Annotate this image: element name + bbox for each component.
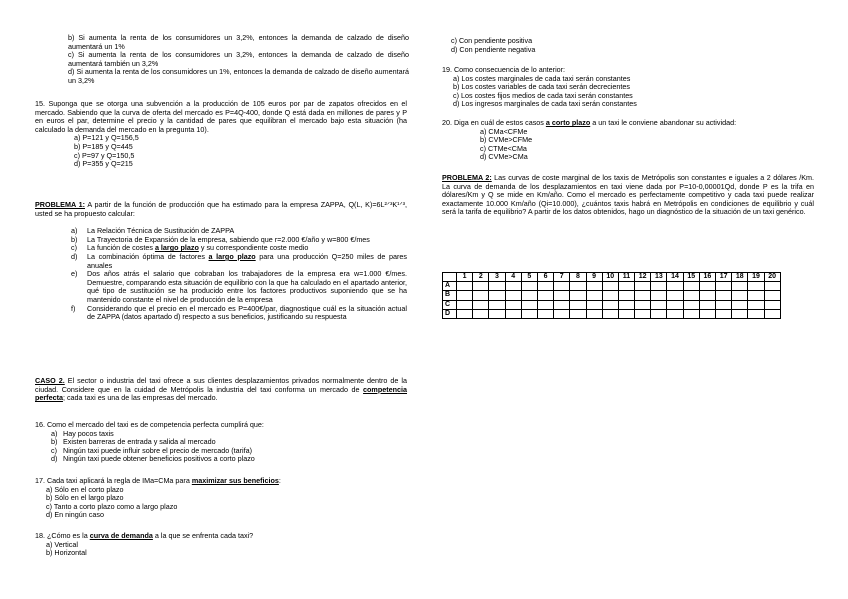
grid-column-header: 19 bbox=[748, 273, 764, 282]
item-letter: f) bbox=[71, 303, 76, 313]
grid-answer-cell[interactable] bbox=[570, 309, 586, 318]
grid-answer-cell[interactable] bbox=[521, 309, 537, 318]
question-post: a un taxi le conviene abandonar su actividad: bbox=[590, 118, 737, 127]
caso-2 bbox=[35, 377, 407, 403]
item-text: Ningún taxi puede influir sobre el precio de mercado (tarifa) bbox=[63, 445, 252, 455]
grid-answer-cell[interactable] bbox=[554, 300, 570, 309]
question-post: a la que se enfrenta cada taxi? bbox=[152, 531, 254, 540]
grid-answer-cell[interactable] bbox=[748, 309, 764, 318]
option: d) P=355 y Q=215 bbox=[74, 159, 133, 169]
grid-answer-cell[interactable] bbox=[716, 291, 732, 300]
option: b) CVMe>CFMe bbox=[480, 135, 533, 145]
item-text: y su correspondiente coste medio bbox=[198, 243, 309, 253]
grid-answer-cell[interactable] bbox=[764, 309, 780, 318]
option: c) Con pendiente positiva bbox=[451, 36, 533, 45]
caso-2-label: CASO 2. bbox=[35, 376, 65, 385]
item-text: Considerando que el precio en el mercado es P=400€/par, diagnostique cuál es la situación actual de ZAPPA (datos apartado d) respecto a sus beneficios, justificando su respuesta bbox=[87, 303, 407, 322]
option: a) P=121 y Q=156,5 bbox=[74, 133, 139, 143]
grid-answer-cell[interactable] bbox=[457, 300, 473, 309]
grid-answer-cell[interactable] bbox=[732, 291, 748, 300]
grid-answer-cell[interactable] bbox=[748, 282, 764, 291]
grid-answer-cell[interactable] bbox=[618, 291, 634, 300]
grid-answer-cell[interactable] bbox=[683, 282, 699, 291]
grid-answer-cell[interactable] bbox=[473, 291, 489, 300]
grid-answer-cell[interactable] bbox=[602, 291, 618, 300]
grid-row-label: A bbox=[443, 282, 457, 291]
item-emphasis: a largo plazo bbox=[154, 243, 199, 253]
grid-column-header: 18 bbox=[732, 273, 748, 282]
grid-column-header: 6 bbox=[537, 273, 553, 282]
item-letter: a) bbox=[51, 428, 58, 438]
question-text: 19. Como consecuencia de lo anterior: bbox=[442, 65, 566, 74]
option: d) Los ingresos marginales de cada taxi serán constantes bbox=[453, 99, 637, 109]
grid-column-header: 5 bbox=[521, 273, 537, 282]
grid-answer-cell[interactable] bbox=[457, 282, 473, 291]
option: d) CVMe>CMa bbox=[480, 152, 528, 162]
caso-2-text bbox=[35, 377, 407, 403]
grid-answer-cell[interactable] bbox=[521, 300, 537, 309]
option: b) P=185 y Q=445 bbox=[74, 141, 133, 151]
item-letter: d) bbox=[51, 454, 58, 464]
problema-2 bbox=[442, 174, 814, 217]
grid-answer-cell[interactable] bbox=[732, 282, 748, 291]
grid-answer-cell[interactable] bbox=[748, 300, 764, 309]
grid-answer-cell[interactable] bbox=[651, 282, 667, 291]
options bbox=[442, 75, 814, 109]
grid-answer-cell[interactable] bbox=[505, 309, 521, 318]
grid-column-header: 16 bbox=[699, 273, 715, 282]
grid-header-row bbox=[443, 273, 781, 282]
list-item bbox=[35, 253, 407, 270]
grid-answer-cell[interactable] bbox=[586, 309, 602, 318]
caso-2-pre: El sector o industria del taxi ofrece a sus clientes desplazamientos privados normalmente dentro de la ciudad. Considere que en la cuidad de Metrópolis la industria del taxi conforma un mercado de bbox=[35, 376, 407, 394]
option: d) Si aumenta la renta de los consumidores un 1%, entonces la demanda de calzado de diseño aumentará un 3,2% bbox=[68, 67, 409, 85]
item-text: Ningún taxi puede obtener beneficios positivos a corto plazo bbox=[63, 454, 255, 464]
grid-answer-cell[interactable] bbox=[554, 291, 570, 300]
item-text: Dos años atrás el salario que cobraban los trabajadores de la empresa era w=1.000 €/mes. Demuestre, comparando esta situación de equilibrio con la que ha calculado en el apartado anterior, qué tipo de sustitución se ha producido entre los factores productivos suponiendo que se ha mantenido constante el nivel de producción de la empresa bbox=[87, 269, 407, 304]
grid-answer-cell[interactable] bbox=[618, 309, 634, 318]
grid-answer-cell[interactable] bbox=[521, 282, 537, 291]
question-17 bbox=[35, 477, 407, 520]
grid-answer-cell[interactable] bbox=[699, 309, 715, 318]
option: b) Si aumenta la renta de los consumidores un 3,2%, entonces la demanda de calzado de diseño aumentará un 1% bbox=[68, 33, 409, 51]
grid-row bbox=[443, 300, 781, 309]
caso-2-emphasis: competencia perfecta bbox=[35, 384, 407, 403]
item-letter: b) bbox=[71, 234, 78, 244]
item-text: Hay pocos taxis bbox=[63, 428, 114, 438]
grid-answer-cell[interactable] bbox=[716, 309, 732, 318]
item-text: La combinación óptima de factores bbox=[87, 251, 209, 261]
grid-answer-cell[interactable] bbox=[602, 282, 618, 291]
grid-answer-cell[interactable] bbox=[635, 291, 651, 300]
grid-answer-cell[interactable] bbox=[618, 300, 634, 309]
question-emphasis: a corto plazo bbox=[545, 118, 591, 127]
grid-answer-cell[interactable] bbox=[586, 300, 602, 309]
grid-answer-cell[interactable] bbox=[667, 309, 683, 318]
grid-column-header: 3 bbox=[489, 273, 505, 282]
item-letter: e) bbox=[71, 269, 78, 279]
grid-answer-cell[interactable] bbox=[570, 300, 586, 309]
grid-answer-cell[interactable] bbox=[651, 309, 667, 318]
question-15 bbox=[35, 100, 407, 169]
option: a) Los costes marginales de cada taxi serán constantes bbox=[453, 73, 631, 83]
grid-answer-cell[interactable] bbox=[651, 300, 667, 309]
grid-answer-cell[interactable] bbox=[473, 300, 489, 309]
question-18-continued bbox=[451, 37, 811, 54]
grid-answer-cell[interactable] bbox=[505, 291, 521, 300]
question-text: 15. Suponga que se otorga una subvención a la producción de 105 euros por par de zapatos ofrecidos en el mercado. Sabiendo que la curva de oferta del mercado es P=4Q-400, donde Q está dada en millones de pares y P en euros el par, determine el precio y la cantidad de pares que equilibran el mercado bajo esta situación (ha calculado la demanda del mercado en la pregunta 10). bbox=[35, 99, 407, 134]
options bbox=[35, 541, 407, 558]
grid-answer-cell[interactable] bbox=[473, 282, 489, 291]
grid-column-header: 13 bbox=[651, 273, 667, 282]
grid-answer-cell[interactable] bbox=[764, 282, 780, 291]
grid-answer-cell[interactable] bbox=[635, 282, 651, 291]
option: b) Sólo en el largo plazo bbox=[46, 493, 124, 503]
question-16 bbox=[35, 421, 407, 464]
previous-question-options bbox=[68, 34, 409, 86]
grid-answer-cell[interactable] bbox=[602, 309, 618, 318]
grid-answer-cell[interactable] bbox=[473, 309, 489, 318]
item-text: Existen barreras de entrada y salida al mercado bbox=[63, 437, 216, 447]
grid-answer-cell[interactable] bbox=[683, 291, 699, 300]
answer-grid bbox=[442, 272, 781, 319]
grid-answer-cell[interactable] bbox=[505, 282, 521, 291]
options bbox=[442, 128, 814, 162]
option: c) Si aumenta la renta de los consumidores un 3,2%, entonces la demanda de calzado de diseño aumentará también un 3,2% bbox=[68, 50, 409, 68]
grid-answer-cell[interactable] bbox=[554, 282, 570, 291]
grid-column-header: 9 bbox=[586, 273, 602, 282]
grid-answer-cell[interactable] bbox=[554, 309, 570, 318]
question-emphasis: curva de demanda bbox=[89, 531, 153, 540]
grid-column-header: 7 bbox=[554, 273, 570, 282]
problema-1-text: A partir de la función de producción que ha estimado para la empresa ZAPPA, Q(L, K)=6L²ᐟ³K¹ᐟ³, usted se ha propuesto calcular: bbox=[35, 200, 408, 218]
grid-answer-cell[interactable] bbox=[667, 300, 683, 309]
grid-column-header: 8 bbox=[570, 273, 586, 282]
grid-answer-cell[interactable] bbox=[570, 282, 586, 291]
grid-answer-cell[interactable] bbox=[635, 300, 651, 309]
grid-answer-cell[interactable] bbox=[635, 309, 651, 318]
grid-answer-cell[interactable] bbox=[748, 291, 764, 300]
grid-answer-cell[interactable] bbox=[732, 300, 748, 309]
grid-column-header: 20 bbox=[764, 273, 780, 282]
grid-answer-cell[interactable] bbox=[489, 300, 505, 309]
grid-column-header: 17 bbox=[716, 273, 732, 282]
grid-column-header: 1 bbox=[457, 273, 473, 282]
option: c) Tanto a corto plazo como a largo plazo bbox=[46, 501, 178, 511]
option: d) En ningún caso bbox=[46, 510, 104, 520]
problema-1-items bbox=[35, 227, 407, 322]
answer-grid-table bbox=[442, 272, 781, 319]
grid-row-label: D bbox=[443, 309, 457, 318]
item-letter: c) bbox=[71, 243, 77, 253]
grid-answer-cell[interactable] bbox=[667, 282, 683, 291]
option: a) Vertical bbox=[46, 539, 78, 549]
list-item bbox=[35, 305, 407, 322]
grid-answer-cell[interactable] bbox=[537, 282, 553, 291]
problema-1 bbox=[35, 201, 407, 322]
grid-corner-cell bbox=[443, 273, 457, 282]
grid-answer-cell[interactable] bbox=[489, 282, 505, 291]
caso-2-post: ; cada taxi es una de las empresas del mercado. bbox=[62, 393, 218, 403]
grid-answer-cell[interactable] bbox=[457, 309, 473, 318]
grid-answer-cell[interactable] bbox=[505, 300, 521, 309]
grid-answer-cell[interactable] bbox=[570, 291, 586, 300]
list-item bbox=[35, 270, 407, 304]
option: b) Horizontal bbox=[46, 548, 87, 558]
grid-row bbox=[443, 309, 781, 318]
grid-answer-cell[interactable] bbox=[732, 309, 748, 318]
option: d) Con pendiente negativa bbox=[451, 44, 536, 54]
grid-answer-cell[interactable] bbox=[489, 309, 505, 318]
grid-answer-cell[interactable] bbox=[764, 291, 780, 300]
problema-1-label: PROBLEMA 1: bbox=[35, 200, 85, 209]
grid-answer-cell[interactable] bbox=[618, 282, 634, 291]
problema-2-label: PROBLEMA 2: bbox=[442, 173, 492, 182]
problema-2-text bbox=[442, 174, 814, 217]
item-text: La Trayectoria de Expansión de la empresa, sabiendo que r=2.000 €/año y w=800 €/mes bbox=[87, 234, 370, 244]
grid-answer-cell[interactable] bbox=[699, 300, 715, 309]
grid-column-header: 2 bbox=[473, 273, 489, 282]
option: c) CTMe<CMa bbox=[480, 143, 527, 153]
grid-answer-cell[interactable] bbox=[602, 300, 618, 309]
grid-column-header: 15 bbox=[683, 273, 699, 282]
grid-answer-cell[interactable] bbox=[716, 300, 732, 309]
question-19 bbox=[442, 66, 814, 109]
grid-answer-cell[interactable] bbox=[457, 291, 473, 300]
item-text: La Relación Técnica de Sustitución de ZAPPA bbox=[87, 226, 235, 236]
question-post: : bbox=[278, 476, 281, 485]
item-letter: d) bbox=[71, 251, 78, 261]
grid-row-label: B bbox=[443, 291, 457, 300]
grid-answer-cell[interactable] bbox=[537, 300, 553, 309]
grid-column-header: 10 bbox=[602, 273, 618, 282]
option: a) CMa<CFMe bbox=[480, 126, 528, 136]
grid-answer-cell[interactable] bbox=[716, 282, 732, 291]
options bbox=[35, 486, 407, 520]
grid-column-header: 4 bbox=[505, 273, 521, 282]
item-emphasis: a largo plazo bbox=[208, 251, 256, 261]
problema-2-body: Las curvas de coste marginal de los taxis de Metrópolis son constantes e iguales a 2 dólares /Km. La curva de demanda de los desplazamientos en taxi viene dada por P=10-0,00001Qd, donde P es la trifa en dólares/Km y Q se mide en Km/año. Como el mercado es perfectamente competitivo y cada taxi puede realizar exactamente 10.000 Km/año (Qi=10.000), ¿cuántos taxis habrá en Metrópolis en condiciones de equilibrio y cuál será la tarifa de equilibrio? A partir de los datos obtenidos, hago un diagnóstico de la situación de un taxi genérico. bbox=[442, 173, 814, 217]
grid-answer-cell[interactable] bbox=[521, 291, 537, 300]
option: a) Sólo en el corto plazo bbox=[46, 484, 124, 494]
grid-answer-cell[interactable] bbox=[586, 282, 602, 291]
question-text: 16. Como el mercado del taxi es de competencia perfecta cumplirá que: bbox=[35, 420, 264, 429]
grid-answer-cell[interactable] bbox=[667, 291, 683, 300]
question-20 bbox=[442, 119, 814, 162]
option: c) Los costes fijos medios de cada taxi serán constantes bbox=[453, 90, 633, 100]
grid-answer-cell[interactable] bbox=[683, 309, 699, 318]
grid-answer-cell[interactable] bbox=[586, 291, 602, 300]
grid-answer-cell[interactable] bbox=[537, 291, 553, 300]
grid-answer-cell[interactable] bbox=[651, 291, 667, 300]
question-text bbox=[35, 532, 407, 541]
question-emphasis: maximizar sus beneficios bbox=[191, 476, 279, 485]
item-letter: a) bbox=[71, 226, 78, 236]
grid-row-label: C bbox=[443, 300, 457, 309]
question-pre: 18. ¿Cómo es la bbox=[35, 531, 90, 540]
grid-answer-cell[interactable] bbox=[683, 300, 699, 309]
grid-answer-cell[interactable] bbox=[537, 309, 553, 318]
question-18 bbox=[35, 532, 407, 558]
option: c) P=97 y Q=150,5 bbox=[74, 150, 135, 160]
problema-1-intro bbox=[35, 201, 407, 218]
option: b) Los costes variables de cada taxi serán decrecientes bbox=[453, 82, 630, 92]
grid-row bbox=[443, 291, 781, 300]
question-pre: 20. Diga en cuál de estos casos bbox=[442, 118, 546, 127]
grid-answer-cell[interactable] bbox=[699, 291, 715, 300]
options bbox=[35, 430, 407, 464]
list-item bbox=[35, 455, 407, 464]
grid-column-header: 11 bbox=[618, 273, 634, 282]
item-letter: c) bbox=[51, 445, 57, 455]
grid-column-header: 12 bbox=[635, 273, 651, 282]
item-text: para una producción Q=250 miles de pares anuales bbox=[87, 251, 408, 270]
grid-answer-cell[interactable] bbox=[489, 291, 505, 300]
item-letter: b) bbox=[51, 437, 58, 447]
grid-answer-cell[interactable] bbox=[699, 282, 715, 291]
item-text: La función de costes bbox=[87, 243, 155, 253]
grid-row bbox=[443, 282, 781, 291]
grid-column-header: 14 bbox=[667, 273, 683, 282]
options bbox=[35, 134, 407, 168]
grid-answer-cell[interactable] bbox=[764, 300, 780, 309]
question-pre: 17. Cada taxi aplicará la regla de IMa=CMa para bbox=[35, 476, 192, 485]
